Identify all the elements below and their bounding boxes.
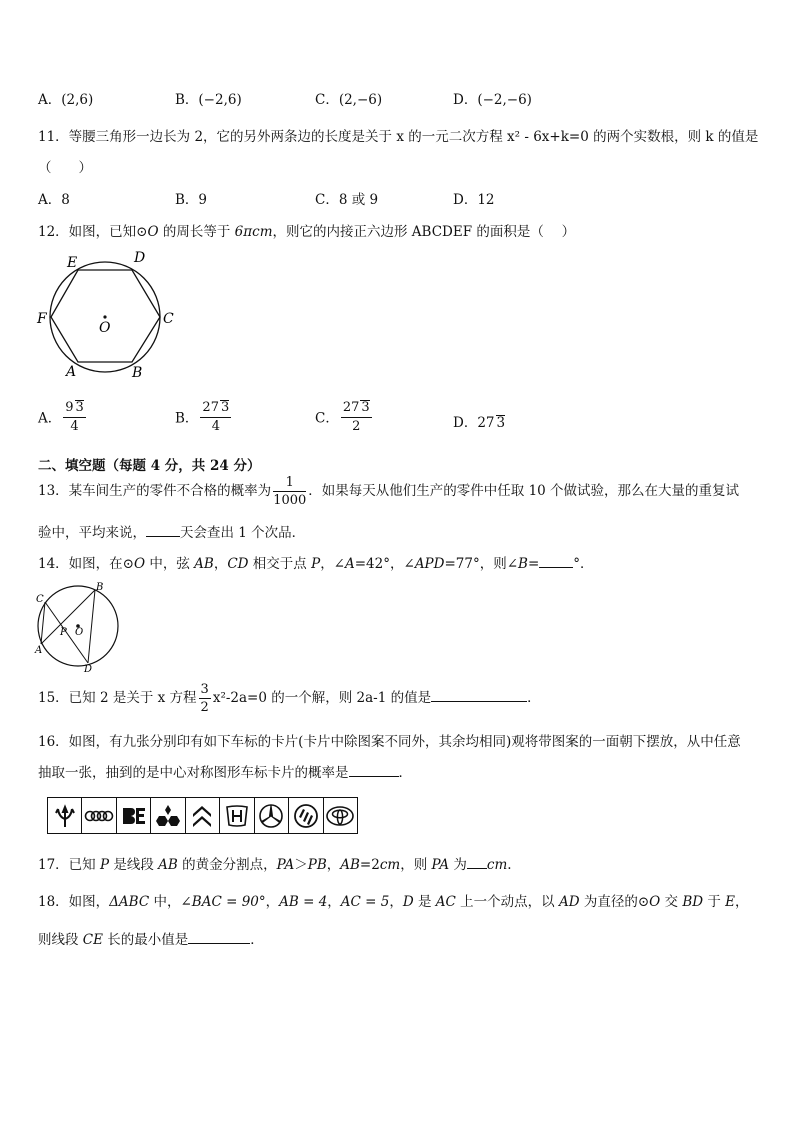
- mitsubishi-logo-icon: [151, 798, 185, 833]
- q12-option-a: A． $\frac{9 3}{4}$: [38, 400, 84, 435]
- chord-bd: [88, 590, 95, 663]
- mercedes-logo-icon: [255, 798, 289, 833]
- label-p: P: [60, 627, 67, 638]
- q11-option-c: C．8 或 9: [315, 192, 379, 208]
- q12-option-d: D．27 3: [453, 415, 506, 431]
- label-d: D: [134, 250, 146, 266]
- q10-option-a: A．(2,6): [38, 92, 94, 108]
- q18-question-line2: 则线段 CE 长的最小值是 ．: [38, 932, 264, 948]
- q11-option-a: A．8: [38, 192, 70, 208]
- answer-blank: [431, 689, 527, 702]
- toyota-logo-icon: [324, 798, 357, 833]
- buick-logo-icon: [289, 798, 323, 833]
- q10-option-c: C．(2,−6): [315, 92, 383, 108]
- q10-option-d: D．(−2,−6): [453, 92, 532, 108]
- q11-answer-paren: （ ）: [38, 160, 92, 176]
- label-a: A: [35, 645, 43, 656]
- hexagon-figure: [35, 248, 180, 383]
- label-o: O: [75, 627, 84, 638]
- bentley-logo-icon: [117, 798, 151, 833]
- label-b: B: [132, 365, 143, 381]
- q16-question-line2: 抽取一张，抽到的是中心对称图形车标卡片的概率是 ．: [38, 765, 412, 781]
- q17-question-text: 17．已知 P 是线段 AB 的黄金分割点，PA＞PB，AB=2cm，则 PA 为 cm.: [38, 857, 512, 873]
- audi-logo-icon: [82, 798, 116, 833]
- q11-option-d: D．12: [453, 192, 495, 208]
- q13-question-line1: 13．某车间生产的零件不合格的概率为 $\frac{1}{1000}$ ．如果每天从他们生产的零件中任取 10 个做试验，那么在大量的重复试: [38, 475, 740, 508]
- answer-blank: [539, 555, 573, 568]
- answer-blank: [188, 931, 250, 944]
- label-e: E: [67, 255, 78, 271]
- q10-option-b: B．(−2,6): [175, 92, 242, 108]
- maserati-logo-icon: [48, 798, 82, 833]
- chord-circle-figure: [34, 580, 124, 675]
- q13-question-line2: 验中，平均来说， 天会查出 1 个次品．: [38, 525, 306, 541]
- q12-option-c: C． $\frac{27 3}{2}$: [315, 400, 370, 435]
- q14-question-text: 14．如图，在⊙O 中，弦 AB，CD 相交于点 P，∠A=42°，∠APD=77°，则∠B= °．: [38, 556, 594, 572]
- label-a: A: [66, 364, 77, 380]
- honda-logo-icon: [220, 798, 254, 833]
- answer-blank: [349, 764, 399, 777]
- q12-option-b: B． $\frac{27 3}{4}$: [175, 400, 230, 435]
- label-f: F: [37, 311, 47, 327]
- section-title: 二、填空题（每题 4 分，共 24 分）: [38, 458, 261, 474]
- car-logo-cards: [47, 797, 358, 834]
- answer-blank: [467, 856, 487, 869]
- citroen-logo-icon: [186, 798, 220, 833]
- center-dot: [103, 315, 106, 318]
- label-d: D: [84, 664, 93, 675]
- label-c: C: [163, 311, 174, 327]
- label-o: O: [99, 320, 111, 336]
- q16-question-line1: 16．如图，有九张分别印有如下车标的卡片(卡片中除图案不同外，其余均相同)观将带图案的一面朝下摆放，从中任意: [38, 734, 741, 750]
- q15-question-text: 15．已知 2 是关于 x 方程 $\frac{3}{2}$ x²-2a=0 的一个解，则 2a-1 的值是 ．: [38, 682, 541, 715]
- answer-blank: [146, 524, 180, 537]
- q12-question-text: 12．如图，已知⊙O 的周长等于 6πcm，则它的内接正六边形 ABCDEF 的面积是（ ）: [38, 224, 576, 240]
- label-b: B: [96, 582, 104, 593]
- label-c: C: [36, 594, 44, 605]
- q11-option-b: B．9: [175, 192, 208, 208]
- q11-question-text: 11．等腰三角形一边长为 2，它的另外两条边的长度是关于 x 的一元二次方程 x² - 6x+k=0 的两个实数根，则 k 的值是: [38, 129, 759, 145]
- q18-question-line1: 18．如图，ΔABC 中，∠BAC = 90°，AB = 4，AC = 5，D 是 AC 上一个动点，以 AD 为直径的⊙O 交 BD 于 E，: [38, 894, 749, 910]
